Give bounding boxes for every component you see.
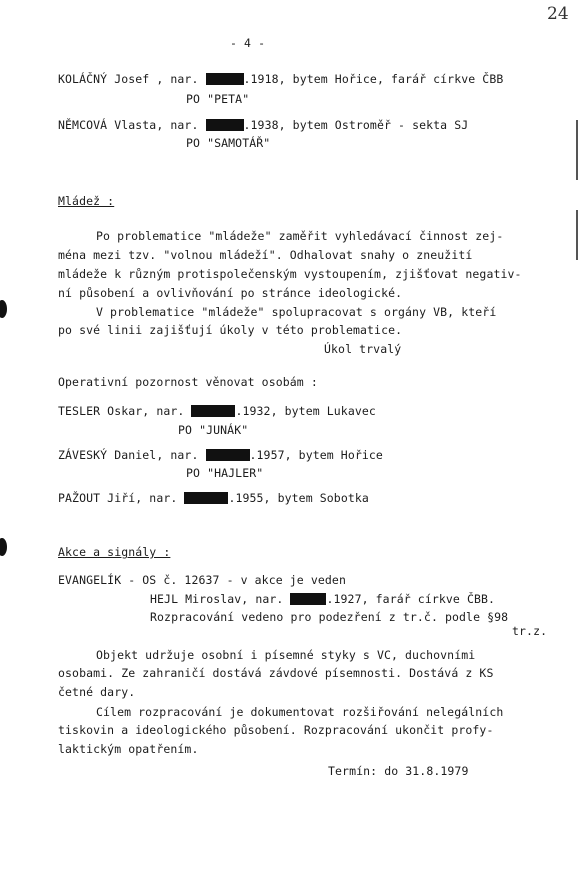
person-entry-nemcova xyxy=(58,118,468,132)
action-entry-subject xyxy=(150,592,495,606)
scan-edge-mark xyxy=(576,210,578,260)
action-entry-reason: Rozpracování vedeno pro podezření z tr.č. podle §98 xyxy=(150,610,509,624)
actions-paragraph-line: laktickým opatřením. xyxy=(58,742,199,756)
person-name: KOLÁČNÝ Josef , nar. xyxy=(58,72,206,86)
attention-intro: Operativní pozornost věnovat osobám : xyxy=(58,375,318,389)
person-entry-zavesky xyxy=(58,448,383,462)
person-details: .1927, farář církve ČBB. xyxy=(326,592,496,606)
person-entry-pazout xyxy=(58,491,369,505)
task-status: Úkol trvalý xyxy=(324,342,402,356)
person-details: .1955, bytem Sobotka xyxy=(228,491,369,505)
person-name: ZÁVESKÝ Daniel, nar. xyxy=(58,448,206,462)
person-details: .1938, bytem Ostroměř - sekta SJ xyxy=(243,118,469,132)
person-name: TESLER Oskar, nar. xyxy=(58,404,192,418)
person-codename: PO "HAJLER" xyxy=(186,466,264,480)
youth-paragraph-line: mládeže k různým protispolečenským vystoupením, zjišťovat negativ- xyxy=(58,267,522,281)
person-entry-kolacny xyxy=(58,72,503,86)
person-codename: PO "JUNÁK" xyxy=(178,423,249,437)
youth-paragraph-line: Po problematice "mládeže" zaměřit vyhledávací činnost zej- xyxy=(96,229,504,243)
section-heading-actions: Akce a signály : xyxy=(58,545,171,559)
person-name: NĚMCOVÁ Vlasta, nar. xyxy=(58,118,206,132)
redaction-bar xyxy=(206,73,244,85)
handwritten-page-number: 24 xyxy=(547,4,569,24)
deadline: Termín: do 31.8.1979 xyxy=(328,764,469,778)
actions-paragraph-line: osobami. Ze zahraničí dostává závdové písemnosti. Dostává z KS xyxy=(58,666,494,680)
person-name: PAŽOUT Jiří, nar. xyxy=(58,491,185,505)
page-number: - 4 - xyxy=(230,36,266,50)
youth-paragraph-line: ména mezi tzv. "volnou mládeží". Odhalovat snahy o zneužití xyxy=(58,248,473,262)
actions-paragraph-line: četné dary. xyxy=(58,685,136,699)
actions-paragraph-line: Objekt udržuje osobní i písemné styky s VC, duchovními xyxy=(96,648,476,662)
scan-edge-mark xyxy=(576,120,578,180)
action-entry-reason-cont: tr.z. xyxy=(512,624,548,638)
redaction-bar xyxy=(191,405,235,417)
youth-paragraph-line: po své linii zajišťují úkoly v této problematice. xyxy=(58,323,403,337)
section-heading-youth: Mládež : xyxy=(58,194,115,208)
youth-paragraph-line: V problematice "mládeže" spolupracovat s orgány VB, kteří xyxy=(96,305,497,319)
action-entry-title: EVANGELÍK - OS č. 12637 - v akce je veden xyxy=(58,573,346,587)
redaction-bar xyxy=(290,593,326,605)
actions-paragraph-line: tiskovin a ideologického působení. Rozpracování ukončit profy- xyxy=(58,723,494,737)
actions-paragraph-line: Cílem rozpracování je dokumentovat rozšiřování nelegálních xyxy=(96,705,504,719)
redaction-bar xyxy=(206,449,250,461)
person-name: HEJL Miroslav, nar. xyxy=(150,592,291,606)
redaction-bar xyxy=(206,119,244,131)
punch-hole xyxy=(0,538,7,556)
person-codename: PO "SAMOTÁŘ" xyxy=(186,136,271,150)
punch-hole xyxy=(0,300,7,318)
person-entry-tesler xyxy=(58,404,376,418)
person-details: .1918, bytem Hořice, farář církve ČBB xyxy=(243,72,504,86)
youth-paragraph-line: ní působení a ovlivňování po stránce ideologické. xyxy=(58,286,403,300)
person-codename: PO "PETA" xyxy=(186,92,250,106)
person-details: .1932, bytem Lukavec xyxy=(235,404,376,418)
person-details: .1957, bytem Hořice xyxy=(249,448,383,462)
redaction-bar xyxy=(184,492,228,504)
